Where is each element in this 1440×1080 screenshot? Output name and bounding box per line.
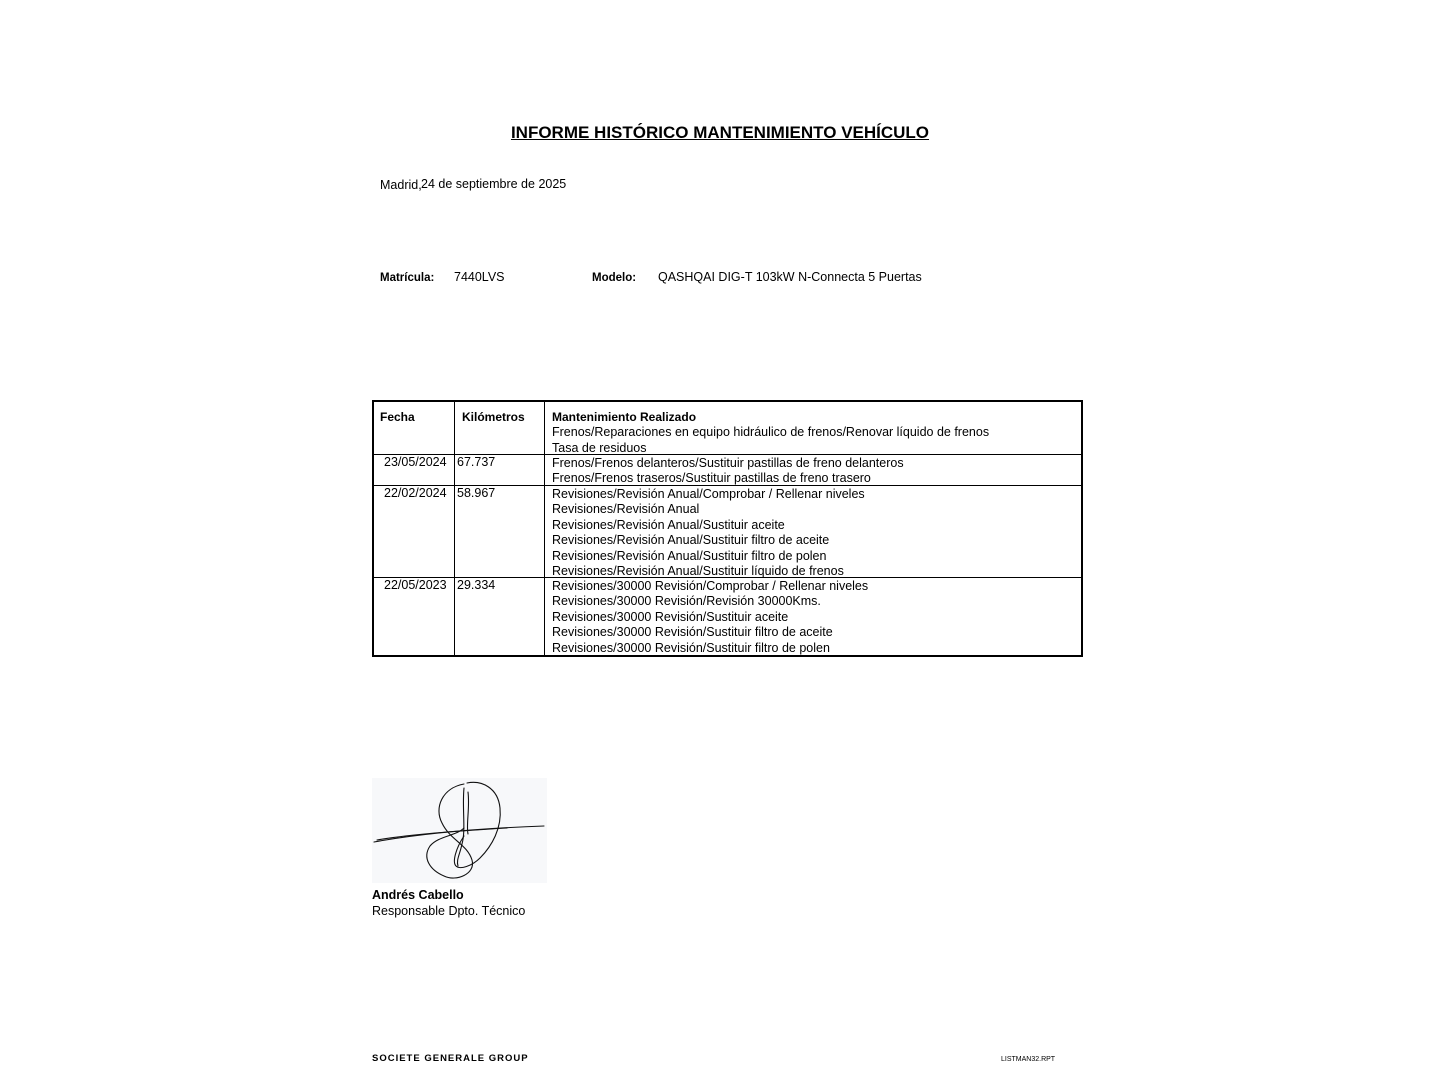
row-item: Revisiones/Revisión Anual/Sustituir filtro de aceite [552,533,830,548]
row-km: 29.334 [457,578,496,592]
row-item: Revisiones/Revisión Anual/Sustituir filtro de polen [552,548,827,563]
row-item: Revisiones/30000 Revisión/Sustituir filtro de aceite [552,625,833,640]
row-date: 22/05/2023 [384,578,447,592]
row-item: Revisiones/Revisión Anual [552,502,700,517]
row-item: Frenos/Frenos delanteros/Sustituir pastillas de freno delanteros [552,456,904,470]
plate-value: 7440LVS [454,270,505,284]
row-date: 22/02/2024 [384,486,447,500]
row-item: Revisiones/Revisión Anual/Sustituir aceite [552,517,785,532]
column-divider [454,402,455,655]
header-date: Fecha [380,410,415,424]
row-item: Revisiones/30000 Revisión/Sustituir aceite [552,609,789,624]
footer-report-id: LISTMAN32.RPT [1001,1056,1056,1063]
row-item: Revisiones/Revisión Anual/Comprobar / Rellenar niveles [552,487,865,501]
footer-company: SOCIETE GENERALE GROUP [372,1053,529,1064]
column-divider [544,402,545,655]
row-item: Revisiones/30000 Revisión/Sustituir filtro de polen [552,640,830,655]
row-km: 67.737 [457,455,496,469]
document-title: INFORME HISTÓRICO MANTENIMIENTO VEHÍCULO [510,123,930,142]
row-date: 23/05/2024 [384,455,447,469]
model-value: QASHQAI DIG-T 103kW N-Connecta 5 Puertas [658,270,922,284]
signature-graphic [372,778,547,883]
row-item: Frenos/Frenos traseros/Sustituir pastillas de freno trasero [552,471,871,486]
signatory-name: Andrés Cabello [372,888,464,902]
document-date: 24 de septiembre de 2025 [421,177,567,191]
place-label: Madrid, [380,178,422,192]
signatory-role: Responsable Dpto. Técnico [372,904,526,918]
signature [372,778,547,883]
header-km: Kilómetros [462,410,525,424]
header-item: Frenos/Reparaciones en equipo hidráulico de frenos/Renovar líquido de frenos [552,425,990,439]
row-item: Revisiones/Revisión Anual/Sustituir líquido de frenos [552,564,844,578]
plate-label: Matrícula: [380,272,435,284]
row-km: 58.967 [457,486,496,500]
header-work: Mantenimiento Realizado [552,410,697,424]
model-label: Modelo: [592,272,637,284]
row-item: Revisiones/30000 Revisión/Revisión 30000Kms. [552,594,821,609]
header-item: Tasa de residuos [552,440,647,455]
maintenance-table [372,400,1083,657]
row-item: Revisiones/30000 Revisión/Comprobar / Rellenar niveles [552,579,869,593]
